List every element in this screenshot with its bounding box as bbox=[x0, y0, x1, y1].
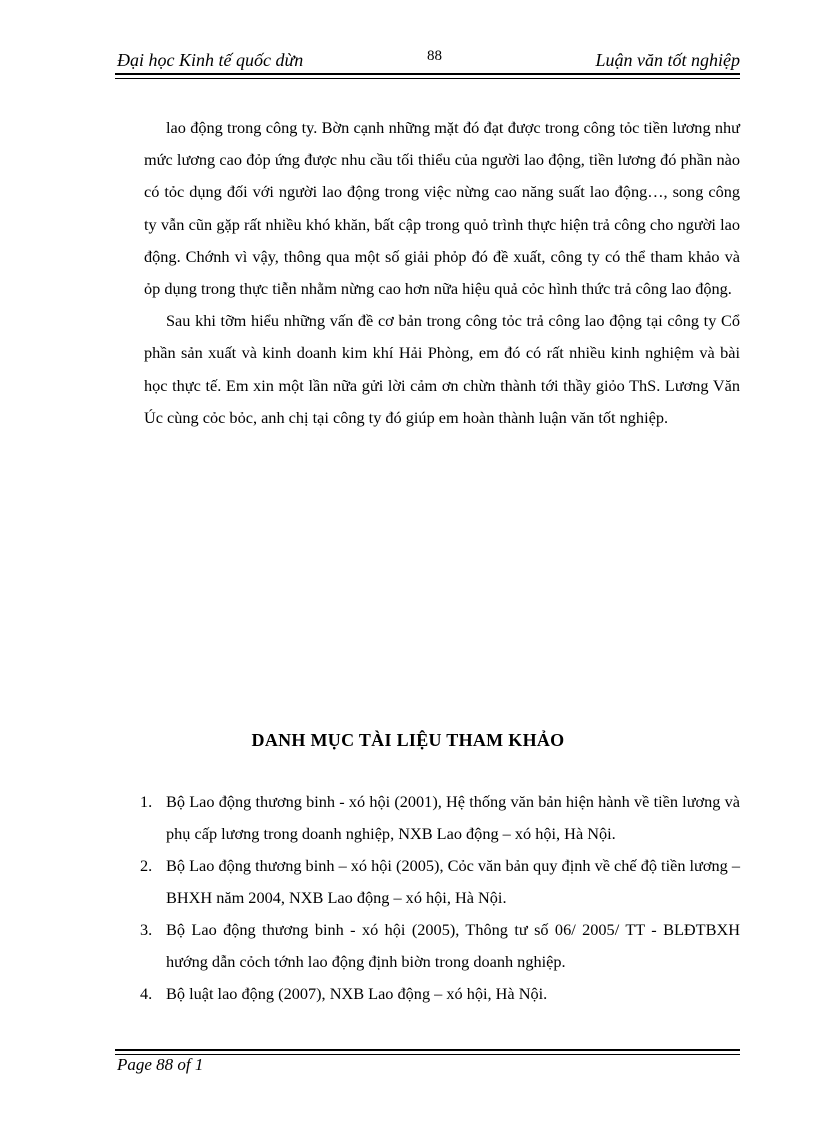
reference-number: 1. bbox=[140, 792, 153, 811]
reference-text: Bộ Lao động thương binh - xó hội (2005), Thông tư số 06/ 2005/ TT - BLĐTBXH hướng dẫn cỏch tớnh lao động định biờn trong doanh nghiệp. bbox=[166, 920, 740, 971]
references-list bbox=[140, 786, 740, 1010]
header-page-number: 88 bbox=[427, 48, 442, 64]
reference-item bbox=[140, 850, 740, 914]
reference-item bbox=[140, 786, 740, 850]
header-thesis-label: Luận văn tốt nghiệp bbox=[595, 50, 740, 70]
references-title: DANH MỤC TÀI LIỆU THAM KHẢO bbox=[251, 730, 565, 750]
reference-text: Bộ Lao động thương binh - xó hội (2001), Hệ thống văn bản hiện hành về tiền lương và phụ cấp lương trong doanh nghiệp, NXB Lao động – xó hội, Hà Nội. bbox=[166, 792, 740, 843]
body-paragraph-1: lao động trong công ty. Bờn cạnh những mặt đó đạt được trong công tỏc tiền lương như mức lương cao đỏp ứng được nhu cầu tối thiểu của người lao động, tiền lương đó phần nào có tỏc dụng đối với người lao động trong việc nừng cao năng suất lao động…, song công ty vẫn cũn gặp rất nhiều khó khăn, bất cập trong quỏ trình thực hiện trả công cho người lao động. Chớnh vì vậy, thông qua một số giải phỏp đó đề xuất, công ty có thể tham khảo và ỏp dụng trong thực tiễn nhằm nừng cao hơn nữa hiệu quả cỏc hình thức trả công lao động. bbox=[144, 118, 740, 299]
header-divider bbox=[115, 73, 740, 79]
reference-item bbox=[140, 914, 740, 978]
body-paragraph-2: Sau khi tỡm hiểu những vấn đề cơ bản trong công tỏc trả công lao động tại công ty Cổ phần sản xuất và kinh doanh kim khí Hải Phòng, em đó có rất nhiều kinh nghiệm và bài học thực tế. Em xin một lần nữa gửi lời cảm ơn chừn thành tới thầy giỏo ThS. Lương Văn Úc cùng cỏc bỏc, anh chị tại công ty đó giúp em hoàn thành luận văn tốt nghiệp. bbox=[144, 311, 740, 427]
reference-number: 4. bbox=[140, 984, 153, 1003]
header-university: Đại học Kinh tế quốc dừn bbox=[117, 50, 304, 70]
reference-text: Bộ Lao động thương binh – xó hội (2005), Cỏc văn bản quy định về chế độ tiền lương – BHXH năm 2004, NXB Lao động – xó hội, Hà Nội. bbox=[166, 856, 740, 907]
reference-number: 3. bbox=[140, 920, 153, 939]
body-text bbox=[144, 112, 740, 434]
page-footer: Page 88 of 1 bbox=[117, 1055, 204, 1074]
footer-divider bbox=[115, 1049, 740, 1055]
reference-number: 2. bbox=[140, 856, 153, 875]
reference-text: Bộ luật lao động (2007), NXB Lao động – xó hội, Hà Nội. bbox=[166, 984, 548, 1003]
page-header bbox=[115, 46, 740, 72]
reference-item bbox=[140, 978, 740, 1010]
